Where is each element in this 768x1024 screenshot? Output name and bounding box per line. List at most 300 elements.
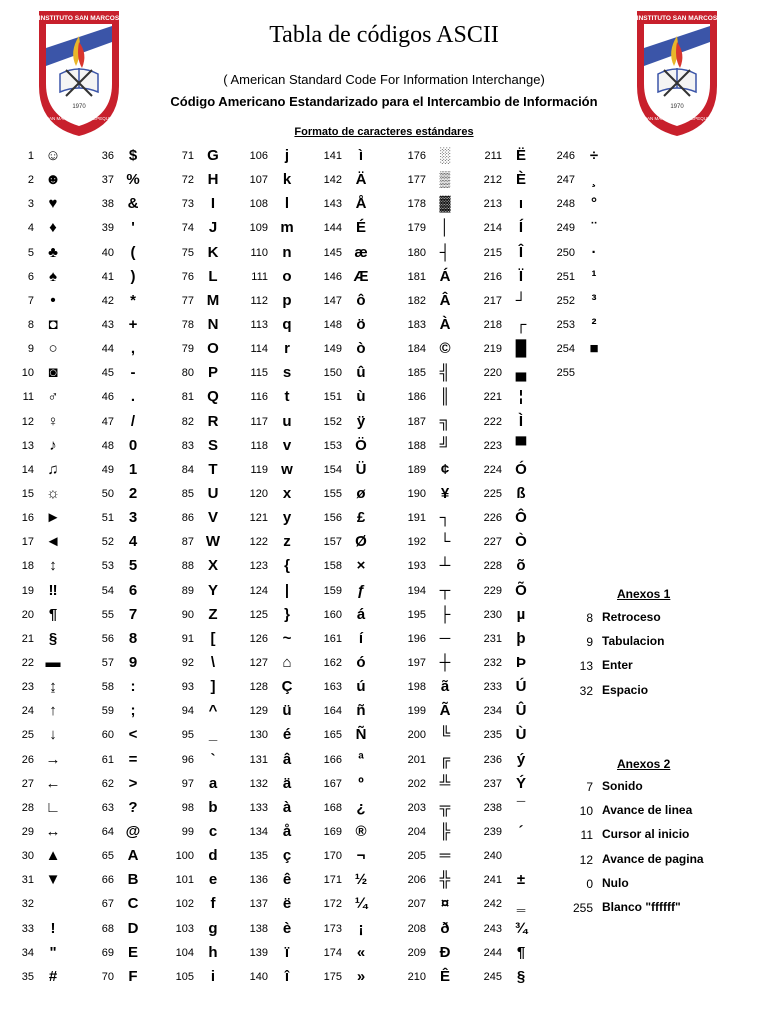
ascii-character: é [282, 726, 292, 744]
ascii-code: 191 [407, 512, 426, 525]
ascii-character: ` [210, 750, 216, 768]
ascii-character: _ [208, 726, 218, 744]
ascii-code: 128 [249, 681, 268, 694]
annex-code: 0 [586, 876, 593, 891]
ascii-character: ╣ [439, 364, 451, 382]
ascii-character: Ë [515, 147, 526, 164]
ascii-character: S [207, 436, 218, 454]
ascii-character: § [516, 967, 526, 985]
ascii-code: 43 [101, 318, 114, 331]
ascii-character: ┬ [439, 581, 451, 599]
annex-code: 32 [579, 683, 593, 698]
ascii-character: Ä [355, 171, 367, 189]
ascii-character: ╔ [439, 750, 451, 768]
ascii-character: c [208, 822, 218, 840]
ascii-code: 154 [323, 463, 342, 476]
ascii-character: ╚ [439, 726, 451, 744]
ascii-code: 126 [249, 632, 268, 645]
ascii-character: F [128, 967, 138, 985]
ascii-character: ( [130, 243, 136, 261]
ascii-character: x [282, 484, 292, 502]
ascii-character: × [356, 557, 366, 575]
ascii-code: 221 [483, 391, 502, 404]
ascii-code: 74 [181, 222, 194, 235]
ascii-character: ¶ [516, 943, 526, 961]
ascii-character: ® [355, 822, 367, 840]
ascii-character: § [48, 629, 58, 647]
ascii-code: 87 [181, 536, 194, 549]
ascii-character: │ [440, 219, 450, 237]
ascii-code: 108 [249, 198, 268, 211]
ascii-character: ║ [439, 388, 451, 406]
ascii-character: ← [45, 774, 61, 792]
ascii-code: 125 [249, 608, 268, 621]
ascii-code: 122 [249, 536, 268, 549]
ascii-character: Æ [353, 267, 369, 285]
ascii-code: 127 [249, 656, 268, 669]
ascii-code: 92 [181, 656, 194, 669]
ascii-code: 78 [181, 318, 194, 331]
ascii-code: 19 [21, 584, 34, 597]
ascii-code: 107 [249, 174, 268, 187]
ascii-character: ð [440, 919, 450, 937]
ascii-code: 250 [556, 246, 575, 259]
annex-code: 8 [586, 611, 593, 625]
ascii-character: È [515, 171, 526, 189]
ascii-code: 6 [27, 270, 34, 283]
ascii-character: * [130, 291, 136, 309]
ascii-code: 175 [323, 970, 342, 983]
ascii-character: ┤ [439, 243, 451, 261]
ascii-character: ─ [439, 629, 451, 647]
annex-item [560, 656, 768, 676]
ascii-code: 249 [556, 222, 575, 235]
ascii-code: 174 [323, 946, 342, 959]
ascii-character: 5 [128, 557, 138, 575]
ascii-character: l [284, 195, 290, 213]
svg-text:1970: 1970 [72, 104, 86, 110]
ascii-character: G [207, 147, 219, 164]
ascii-character: ┴ [439, 557, 451, 575]
ascii-character: å [282, 822, 292, 840]
ascii-character: █ [515, 340, 527, 358]
ascii-character: < [128, 726, 138, 744]
ascii-character: ´ [518, 822, 524, 840]
ascii-character: h [208, 943, 218, 961]
ascii-character: ñ [356, 702, 366, 720]
ascii-code: 214 [483, 222, 502, 235]
annex-item [560, 632, 768, 652]
ascii-character: ³ [591, 291, 597, 309]
ascii-code: 195 [407, 608, 426, 621]
ascii-code: 66 [101, 874, 114, 887]
ascii-code: 1 [27, 150, 34, 162]
ascii-character: Î [518, 243, 524, 261]
ascii-character: õ [516, 557, 526, 575]
ascii-code: 170 [323, 850, 342, 863]
annex1-title: Anexos 1 [617, 587, 671, 601]
ascii-character: 6 [128, 581, 138, 599]
ascii-code: 157 [323, 536, 342, 549]
ascii-character: I [210, 195, 216, 213]
ascii-code: 166 [323, 753, 342, 766]
annex-label: Blanco "ffffff" [602, 900, 681, 914]
ascii-character: ' [131, 219, 135, 237]
ascii-character: É [355, 219, 366, 237]
ascii-code: 52 [101, 536, 114, 549]
ascii-code: 99 [181, 825, 194, 838]
ascii-code: 210 [407, 970, 426, 983]
ascii-code: 205 [407, 850, 426, 863]
ascii-character: µ [516, 605, 526, 623]
ascii-code: 251 [556, 270, 575, 283]
ascii-code: 34 [21, 946, 34, 959]
ascii-code: 76 [181, 270, 194, 283]
ascii-code: 200 [407, 729, 426, 742]
ascii-code: 185 [407, 367, 426, 380]
ascii-code: 173 [323, 922, 342, 935]
ascii-character: ┼ [439, 653, 451, 671]
ascii-code: 30 [21, 850, 34, 863]
ascii-code: 94 [181, 705, 194, 718]
ascii-code: 44 [101, 343, 114, 356]
ascii-code: 69 [101, 946, 114, 959]
ascii-character: , [130, 340, 136, 358]
ascii-code: 4 [27, 222, 34, 235]
ascii-character: ‗ [516, 895, 526, 913]
ascii-code: 235 [483, 729, 502, 742]
ascii-character: & [127, 195, 139, 213]
ascii-code: 12 [21, 415, 34, 428]
ascii-character: ‼ [48, 581, 58, 599]
ascii-character: ƒ [356, 581, 366, 599]
ascii-code: 211 [484, 150, 502, 162]
ascii-character: ã [440, 678, 450, 696]
ascii-code: 57 [101, 656, 114, 669]
ascii-character: ê [282, 871, 292, 889]
ascii-character: ¹ [591, 267, 597, 285]
annex-label: Enter [602, 658, 633, 673]
ascii-character: ╠ [439, 822, 451, 840]
ascii-code: 114 [250, 343, 268, 356]
ascii-code: 162 [323, 656, 342, 669]
ascii-code: 119 [250, 463, 268, 476]
ascii-character: { [284, 557, 290, 575]
ascii-code: 75 [181, 246, 194, 259]
ascii-code: 231 [483, 632, 502, 645]
ascii-character: n [282, 243, 292, 261]
ascii-code: 192 [407, 536, 426, 549]
ascii-code: 121 [249, 512, 268, 525]
annex-label: Avance de pagina [602, 851, 704, 866]
ascii-code: 151 [323, 391, 342, 404]
ascii-character: ¶ [48, 605, 58, 623]
ascii-character: 2 [128, 484, 138, 502]
ascii-character: u [282, 412, 292, 430]
annex-item [560, 777, 768, 797]
ascii-character: ) [130, 267, 136, 285]
ascii-character: ♫ [47, 460, 59, 478]
ascii-character: 9 [128, 653, 138, 671]
ascii-character: - [130, 364, 136, 382]
annex2-title: Anexos 2 [617, 757, 671, 771]
annex-code: 13 [579, 659, 593, 674]
ascii-character: v [282, 436, 292, 454]
ascii-character: i [210, 967, 216, 985]
ascii-code: 29 [21, 825, 34, 838]
ascii-code: 216 [483, 270, 502, 283]
ascii-code: 131 [249, 753, 268, 766]
ascii-character: ○ [48, 340, 58, 358]
ascii-character: » [356, 967, 366, 985]
ascii-character: . [130, 388, 136, 406]
ascii-character: e [208, 871, 218, 889]
ascii-code: 83 [181, 439, 194, 452]
ascii-code: 139 [249, 946, 268, 959]
ascii-character: ☻ [45, 171, 61, 189]
ascii-character: ¼ [354, 895, 368, 913]
ascii-character: ø [356, 484, 366, 502]
ascii-character: D [127, 919, 139, 937]
ascii-character: ù [356, 388, 366, 406]
ascii-code: 238 [483, 801, 502, 814]
ascii-code: 95 [181, 729, 194, 742]
ascii-code: 147 [323, 294, 342, 307]
ascii-character: [ [210, 629, 216, 647]
ascii-character: Ð [439, 943, 451, 961]
ascii-code: 18 [21, 560, 34, 573]
ascii-code: 243 [483, 922, 502, 935]
ascii-character: O [207, 340, 219, 358]
ascii-character: Â [439, 291, 451, 309]
annex-item [560, 608, 768, 628]
ascii-character: % [126, 171, 140, 189]
annex-code: 11 [580, 828, 593, 843]
ascii-character: ↨ [49, 678, 57, 696]
ascii-character: ? [128, 798, 138, 816]
ascii-character: ý [516, 750, 526, 768]
ascii-code: 38 [101, 198, 114, 211]
ascii-code: 72 [181, 174, 194, 187]
ascii-code: 224 [483, 463, 502, 476]
ascii-code: 48 [101, 439, 114, 452]
ascii-character: M [206, 291, 220, 309]
ascii-character: 8 [128, 629, 138, 647]
ascii-character: ♥ [48, 195, 58, 213]
ascii-code: 228 [483, 560, 502, 573]
ascii-code: 41 [101, 270, 114, 283]
ascii-character: Ê [439, 967, 450, 985]
ascii-code: 59 [101, 705, 114, 718]
ascii-character: ¢ [440, 460, 450, 478]
annex-label: Retroceso [602, 610, 661, 624]
ascii-character: ¨ [591, 219, 597, 237]
ascii-code: 252 [556, 294, 575, 307]
ascii-code: 169 [323, 825, 342, 838]
ascii-code: 103 [175, 922, 194, 935]
ascii-code: 37 [101, 174, 114, 187]
ascii-character: g [208, 919, 218, 937]
ascii-character: ª [358, 750, 364, 768]
ascii-character: · [591, 243, 597, 261]
ascii-character: + [128, 315, 138, 333]
ascii-code: 219 [483, 343, 502, 356]
ascii-character: Ü [355, 460, 367, 478]
ascii-code: 239 [483, 825, 502, 838]
ascii-character: ∟ [45, 798, 61, 816]
ascii-character: ¿ [356, 798, 366, 816]
ascii-code: 3 [27, 198, 34, 211]
ascii-code: 32 [21, 898, 34, 911]
ascii-code: 229 [483, 584, 502, 597]
ascii-code: 67 [101, 898, 114, 911]
subtitle-english: ( American Standard Code For Information Interchange) [223, 72, 545, 87]
ascii-code: 215 [483, 246, 502, 259]
ascii-code: 203 [407, 801, 426, 814]
ascii-character: ╝ [439, 436, 451, 454]
ascii-code: 35 [21, 970, 34, 983]
ascii-code: 118 [250, 439, 268, 452]
ascii-code: 51 [101, 512, 114, 525]
ascii-character: d [208, 847, 218, 865]
ascii-code: 97 [181, 777, 194, 790]
ascii-code: 129 [249, 705, 268, 718]
ascii-code: 134 [249, 825, 268, 838]
ascii-character: ÷ [589, 147, 599, 164]
ascii-character: þ [516, 629, 526, 647]
ascii-code: 46 [101, 391, 114, 404]
ascii-character: ì [358, 147, 364, 164]
ascii-character: └ [439, 533, 451, 551]
ascii-character: ! [50, 919, 56, 937]
ascii-code: 164 [323, 705, 342, 718]
ascii-code: 199 [407, 705, 426, 718]
ascii-character: ♠ [49, 267, 57, 285]
ascii-code: 80 [181, 367, 194, 380]
ascii-code: 241 [483, 874, 502, 887]
ascii-character: T [208, 460, 218, 478]
ascii-character: ] [210, 678, 216, 696]
ascii-character: 3 [128, 509, 138, 527]
ascii-code: 98 [181, 801, 194, 814]
ascii-character: 4 [128, 533, 138, 551]
ascii-character: « [356, 943, 366, 961]
ascii-code: 5 [27, 246, 34, 259]
ascii-character: Ö [355, 436, 367, 454]
ascii-code: 17 [21, 536, 34, 549]
ascii-code: 100 [175, 850, 194, 863]
ascii-code: 91 [181, 632, 194, 645]
ascii-character: © [439, 340, 451, 358]
ascii-code: 124 [249, 584, 268, 597]
annex-item [560, 825, 768, 845]
ascii-character: ¦ [518, 388, 524, 406]
annex-code: 7 [586, 780, 593, 794]
ascii-code: 136 [249, 874, 268, 887]
ascii-code: 158 [323, 560, 342, 573]
ascii-character: ß [516, 484, 526, 502]
ascii-code: 10 [21, 367, 34, 380]
ascii-code: 168 [323, 801, 342, 814]
ascii-character: @ [125, 822, 141, 840]
ascii-code: 240 [483, 850, 502, 863]
ascii-code: 236 [483, 753, 502, 766]
ascii-character: W [205, 533, 221, 551]
ascii-code: 177 [407, 174, 426, 187]
svg-text:1970: 1970 [670, 104, 684, 110]
ascii-code: 55 [101, 608, 114, 621]
ascii-code: 65 [101, 850, 114, 863]
ascii-code: 60 [101, 729, 114, 742]
ascii-code: 237 [483, 777, 502, 790]
ascii-code: 144 [323, 222, 342, 235]
ascii-character: Ô [515, 509, 527, 527]
ascii-code: 202 [407, 777, 426, 790]
ascii-character: ± [516, 871, 526, 889]
ascii-character: à [282, 798, 292, 816]
ascii-character: ┌ [515, 315, 527, 333]
ascii-code: 9 [27, 343, 34, 356]
ascii-character: j [284, 147, 290, 164]
ascii-code: 179 [407, 222, 426, 235]
annex-label: Tabulacion [602, 634, 665, 649]
ascii-code: 70 [101, 970, 114, 983]
ascii-code: 140 [249, 970, 268, 983]
ascii-code: 186 [407, 391, 426, 404]
ascii-character: ö [356, 315, 366, 333]
annex-label: Cursor al inicio [602, 827, 690, 842]
ascii-character: û [356, 364, 366, 382]
ascii-character: Ó [515, 460, 527, 478]
ascii-code: 138 [249, 922, 268, 935]
ascii-code: 101 [175, 874, 194, 887]
annex-code: 9 [586, 635, 593, 650]
ascii-character: J [208, 219, 218, 237]
ascii-character: ☼ [46, 484, 60, 502]
ascii-character: ▲ [45, 847, 61, 865]
ascii-character: ı [518, 195, 524, 213]
ascii-code: 2 [27, 174, 34, 187]
ascii-character: Í [518, 219, 524, 237]
ascii-code: 71 [181, 150, 194, 162]
ascii-character: Q [207, 388, 219, 406]
ascii-character: E [127, 943, 138, 961]
ascii-code: 135 [249, 850, 268, 863]
ascii-code: 39 [101, 222, 114, 235]
ascii-character: C [127, 895, 139, 913]
ascii-character: Ø [355, 533, 367, 551]
ascii-code: 116 [250, 391, 268, 404]
ascii-code: 254 [556, 343, 575, 356]
ascii-character: Á [439, 267, 451, 285]
ascii-code: 96 [181, 753, 194, 766]
ascii-code: 146 [323, 270, 342, 283]
ascii-character: : [130, 678, 136, 696]
ascii-code: 36 [101, 150, 114, 162]
annex-code: 12 [579, 852, 593, 867]
ascii-character: ¯ [516, 798, 526, 816]
ascii-code: 213 [483, 198, 502, 211]
ascii-character: ◘ [48, 315, 58, 333]
ascii-code: 133 [249, 801, 268, 814]
ascii-character: ¬ [356, 847, 366, 865]
ascii-code: 171 [323, 874, 342, 887]
ascii-code: 212 [483, 174, 502, 187]
ascii-character: 0 [128, 436, 138, 454]
ascii-character: ä [282, 774, 292, 792]
ascii-character: ╗ [439, 412, 451, 430]
ascii-character: ☺ [45, 147, 61, 164]
